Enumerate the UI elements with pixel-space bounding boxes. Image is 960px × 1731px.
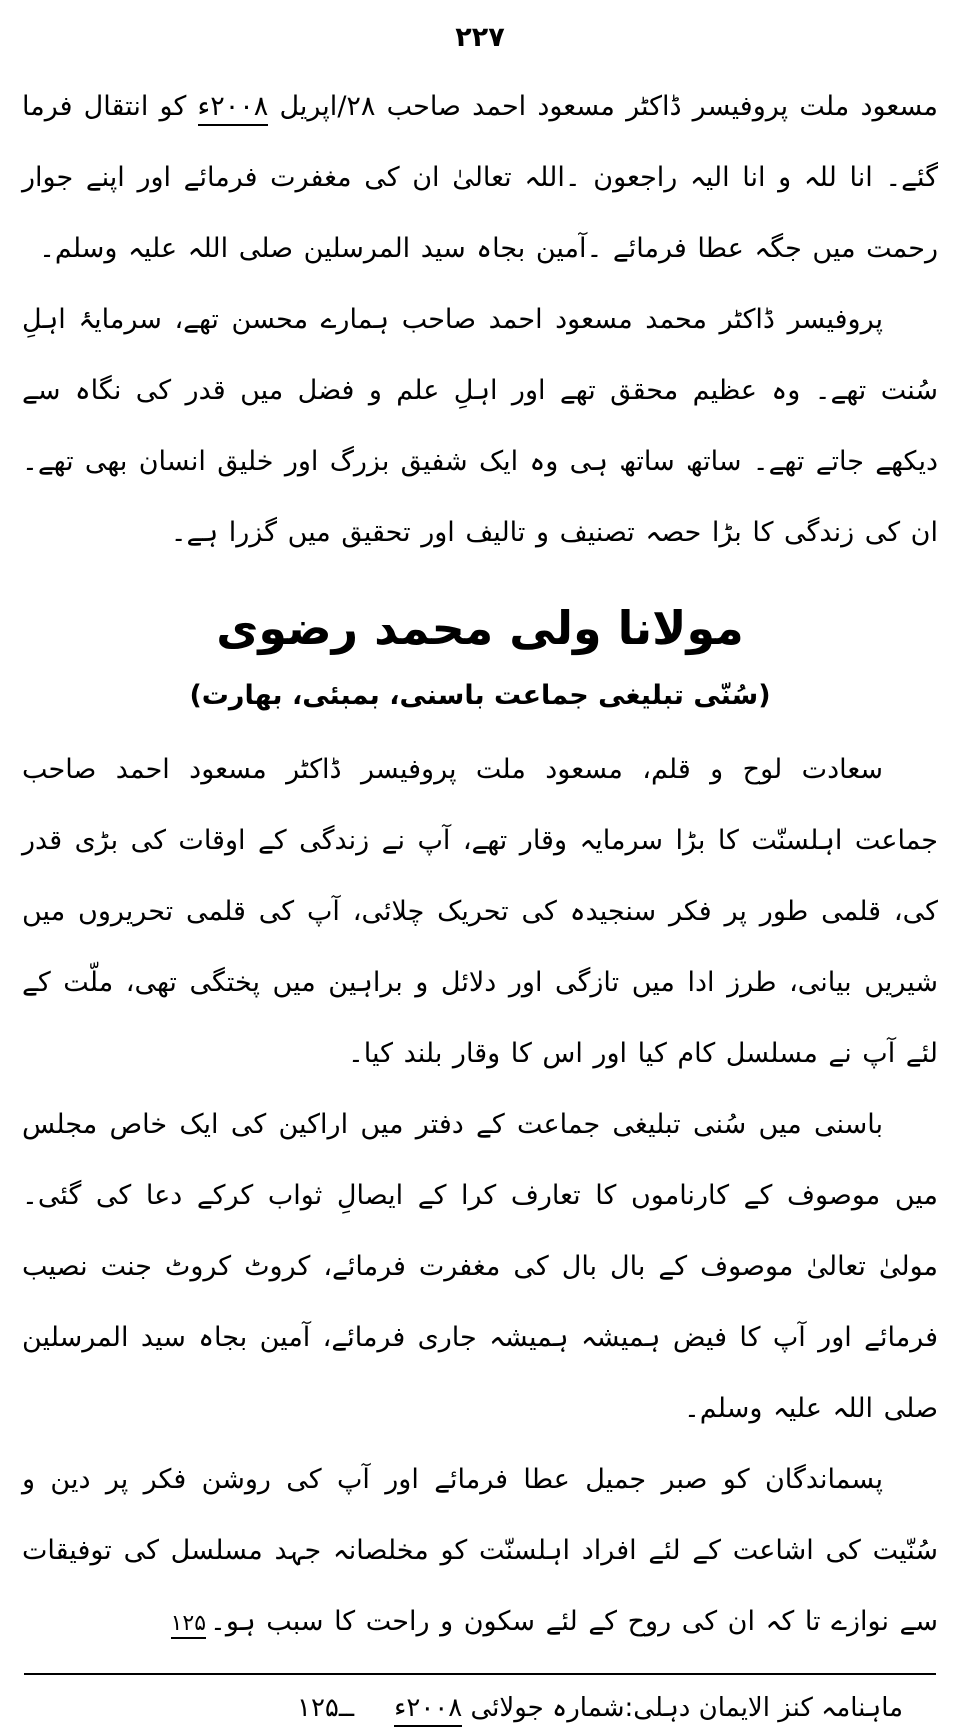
paragraph-text: پسماندگان کو صبر جمیل عطا فرمائے اور آپ کی روشن فکر پر دین و سُنّیت کی اشاعت کے لئے افراد اہلسنّت کو مخلصانہ جہد مسلسل کی توفیقات سے نوازے تا کہ ان کی روح کے لئے سکون و راحت کا سبب ہو۔ [22,1464,938,1637]
death-year-2008: ۲۰۰۸ء [198,91,269,126]
page-number: ۲۲۷ [455,22,505,53]
footnote-divider-rule [24,1673,936,1675]
paragraph-obituary-1 [22,71,938,284]
paragraph-text: کو انتقال فرما گئے۔ انا للہ و انا الیہ راجعون ۔اللہ تعالیٰ ان کی مغفرت فرمائے اور اپنے جوار رحمت میں جگہ عطا فرمائے ۔آمین بجاہ سید المرسلین صلی اللہ علیہ وسلم۔ [22,91,938,264]
paragraph-tribute-3 [22,1444,938,1659]
footnote-reference-marker: ۱۲۵ [171,1611,206,1639]
citation-text: ماہنامہ کنز الایمان دہلی:شمارہ جولائی [462,1693,904,1723]
tribute-author-affiliation: (سُنّی تبلیغی جماعت باسنی، بمبئی، بھارت) [189,680,771,711]
paragraph-text: مسعود ملت پروفیسر ڈاکٹر مسعود احمد صاحب ۲۸/اپریل [268,91,938,122]
footnote-citation [394,1685,903,1731]
citation-year-2008: ۲۰۰۸ء [394,1693,462,1727]
footnote-number: ۱۲۵ــ [297,1693,355,1723]
footnote-line [22,1685,938,1731]
paragraph-obituary-2: پروفیسر ڈاکٹر محمد مسعود احمد صاحب ہمارے محسن تھے، سرمایۂ اہلِ سُنت تھے۔ وہ عظیم محقق تھے اور اہلِ علم و فضل میں قدر کی نگاہ سے دیکھے جاتے تھے۔ ساتھ ساتھ ہی وہ ایک شفیق بزرگ اور خلیق انسان بھی تھے۔ ان کی زندگی کا بڑا حصہ تصنیف و تالیف اور تحقیق میں گزرا ہے۔ [22,304,938,548]
paragraph-tribute-2: باسنی میں سُنی تبلیغی جماعت کے دفتر میں اراکین کی ایک خاص مجلس میں موصوف کے کارناموں کا تعارف کرا کے ایصالِ ثواب کرکے دعا کی گئی۔ مولیٰ تعالیٰ موصوف کے بال بال کی مغفرت فرمائے، کروٹ کروٹ جنت نصیب فرمائے اور آپ کا فیض ہمیشہ ہمیشہ جاری فرمائے، آمین بجاہ سید المرسلین صلی اللہ علیہ وسلم۔ [22,1109,938,1424]
paragraph-tribute-1: سعادت لوح و قلم، مسعود ملت پروفیسر ڈاکٹر مسعود احمد صاحب جماعت اہلسنّت کا بڑا سرمایہ وقار تھے، آپ نے زندگی کے اوقات کی بڑی قدر کی، قلمی طور پر فکر سنجیدہ کی تحریک چلائی، آپ کی قلمی تحریروں میں شیریں بیانی، طرز ادا میں تازگی اور دلائل و براہین میں پختگی تھی، ملّت کے لئے آپ نے مسلسل کام کیا اور اس کا وقار بلند کیا۔ [22,754,938,1069]
tribute-author-heading: مولانا ولی محمد رضوی [216,601,744,655]
